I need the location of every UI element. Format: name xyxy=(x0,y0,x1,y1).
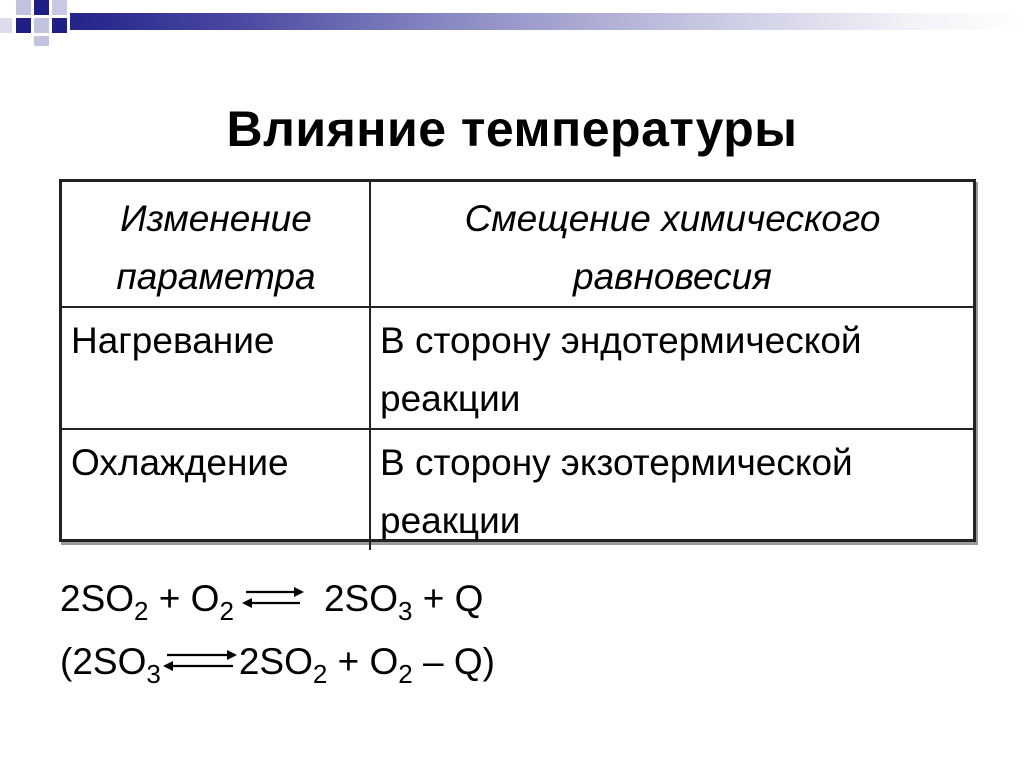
formula-text: 2SO xyxy=(238,641,313,682)
header-text-line: Изменение xyxy=(120,198,312,239)
subscript: 2 xyxy=(312,659,328,689)
formula-text: – Q) xyxy=(412,641,496,682)
cell-parameter xyxy=(62,429,370,550)
equation-reverse xyxy=(60,641,496,689)
table-row-heating xyxy=(62,307,973,429)
decor-square xyxy=(34,18,49,33)
table-grid xyxy=(62,182,973,550)
decor-square xyxy=(0,18,12,33)
decor-square xyxy=(16,0,31,15)
formula-text: 2SO xyxy=(323,578,398,619)
header-cell-parameter xyxy=(62,182,370,307)
formula-text: + Q xyxy=(412,578,484,619)
decor-square xyxy=(52,18,67,33)
header-gradient-bar xyxy=(70,13,1024,30)
formula-text: (2SO xyxy=(60,641,147,682)
slide-title: Влияние температуры xyxy=(226,101,798,157)
cell-text: Нагревание xyxy=(71,320,275,361)
decor-square xyxy=(34,36,49,46)
reversible-arrow-icon xyxy=(240,584,306,610)
decor-square xyxy=(52,0,67,15)
temperature-effect-table xyxy=(59,179,976,542)
formula-text: + O xyxy=(327,641,399,682)
subscript: 2 xyxy=(398,659,413,689)
header-text-line: параметра xyxy=(116,256,316,297)
table-row-cooling xyxy=(62,429,973,550)
formula-text: + O xyxy=(148,578,220,619)
cell-shift xyxy=(370,429,973,550)
cell-parameter xyxy=(62,307,370,429)
subscript: 2 xyxy=(134,596,149,626)
formula-text: 2SO xyxy=(60,578,135,619)
decor-square xyxy=(34,0,49,15)
cell-text: Охлаждение xyxy=(71,442,289,483)
header-text-line: равновесия xyxy=(573,256,772,297)
cell-text-line: реакции xyxy=(380,378,521,419)
cell-shift xyxy=(370,307,973,429)
equation-forward xyxy=(60,578,484,626)
subscript: 2 xyxy=(219,596,234,626)
subscript: 3 xyxy=(146,659,161,689)
cell-text-line: реакции xyxy=(380,500,521,541)
header-decoration xyxy=(0,0,1024,40)
reversible-arrow-icon xyxy=(161,647,239,673)
decor-square xyxy=(16,18,31,33)
table-header-row xyxy=(62,182,973,307)
header-text-line: Смещение химического xyxy=(464,198,881,239)
cell-text-line: В сторону эндотермической xyxy=(380,320,862,361)
header-cell-shift xyxy=(370,182,973,307)
cell-text-line: В сторону экзотермической xyxy=(380,442,853,483)
subscript: 3 xyxy=(397,596,413,626)
